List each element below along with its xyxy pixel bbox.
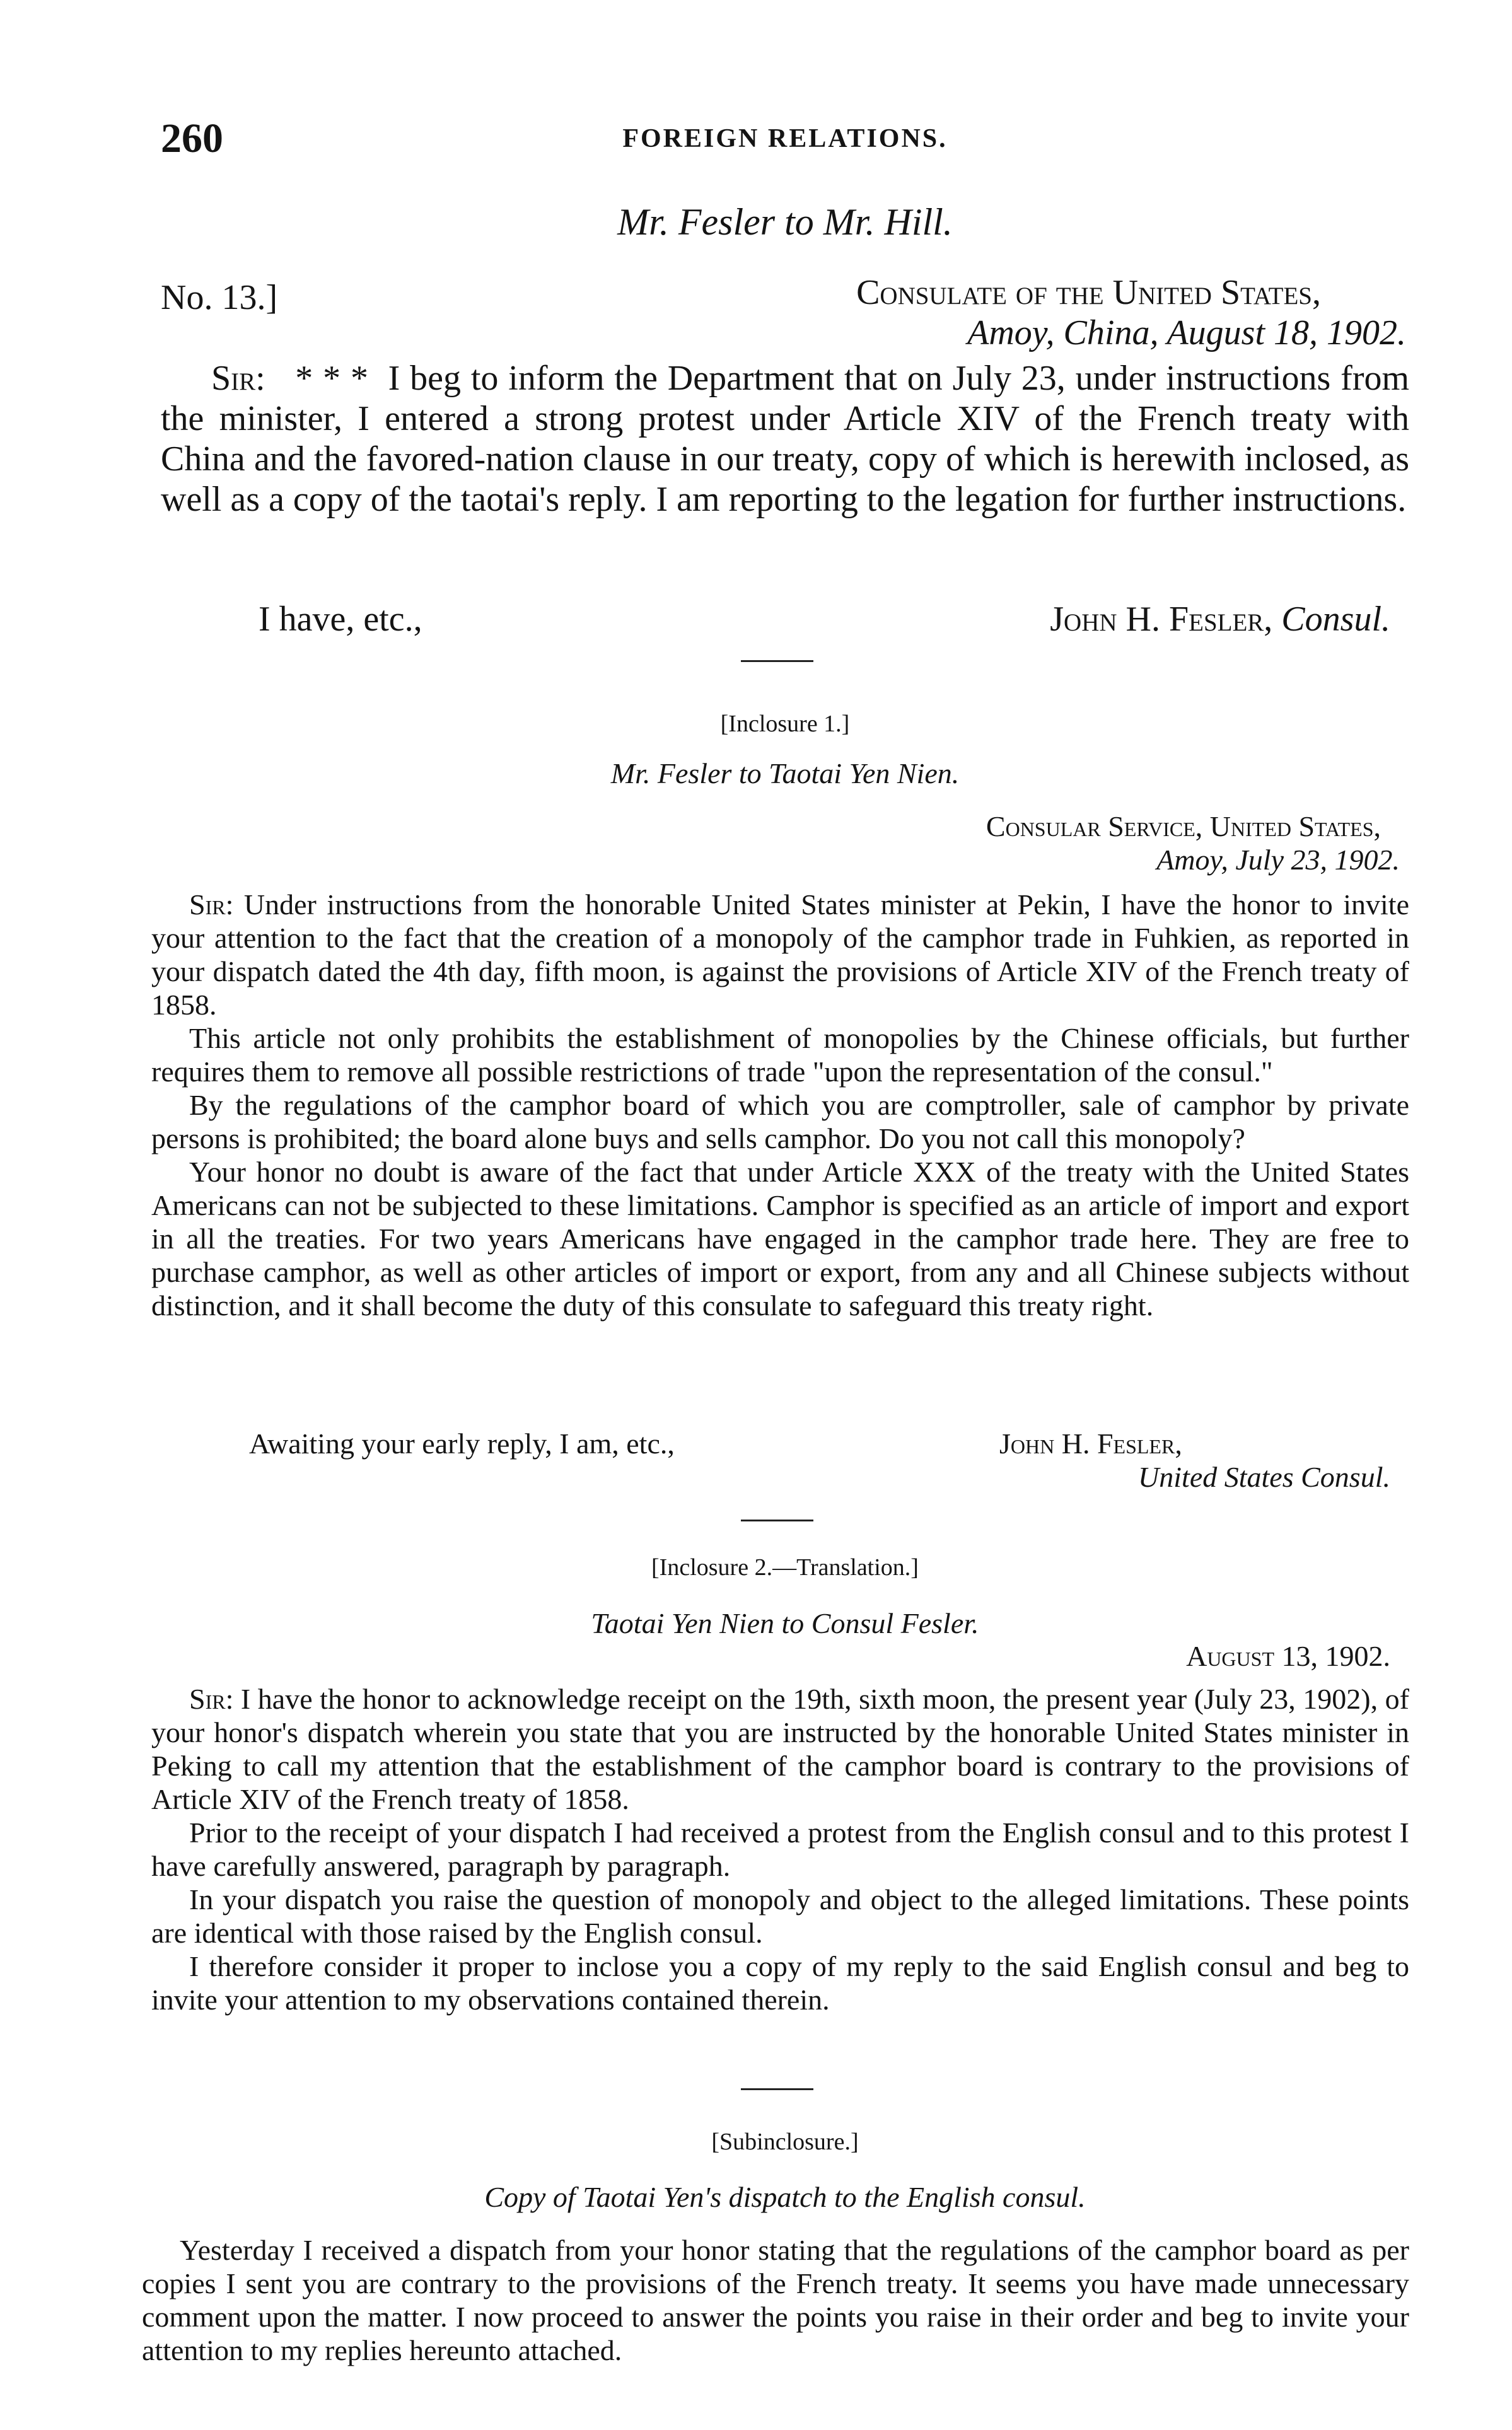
- salutation: Sir:: [211, 359, 265, 398]
- omission-stars: * * *: [295, 359, 368, 398]
- letter-signature: [757, 599, 1390, 639]
- inclosure1-paragraph-2: This article not only prohibits the establishment of monopolies by the Chinese officials, but further requires them to remove all possible restrictions of trade "upon the representation of the consul.": [151, 1022, 1409, 1088]
- salutation: Sir:: [189, 888, 234, 921]
- inclosure1-signature-name: John H. Fesler,: [999, 1427, 1182, 1460]
- inclosure2-title: Taotai Yen Nien to Consul Fesler.: [591, 1607, 979, 1639]
- page-number: 260: [161, 115, 223, 161]
- salutation: Sir:: [189, 1683, 234, 1715]
- inclosure2-label: [Inclosure 2.—Translation.]: [651, 1554, 919, 1581]
- inclosure1-paragraph-4: Your honor no doubt is aware of the fact that under Article XXX of the treaty with the United States Americans can not be subjected to these limitations. Camphor is specified as an article of import and export in all the treaties. For two years Americans have engaged in the camphor trade here. They are free to purchase camphor, as well as other articles of import or export, from any and all Chinese subjects without distinction, and it shall become the duty of this consulate to safeguard this treaty right.: [151, 1156, 1409, 1322]
- letter-number: No. 13.]: [161, 278, 278, 317]
- inclosure1-paragraph-3: By the regulations of the camphor board of which you are comptroller, sale of camphor by private persons is prohibited; the board alone buys and sells camphor. Do you not call this monopoly?: [151, 1089, 1409, 1154]
- letter-date: Amoy, China, August 18, 1902.: [967, 313, 1406, 352]
- letter-body-text: I beg to inform the Department that on July 23, under instructions from the minister, I entered a strong protest under Article XIV of the French treaty with China and the favored-nation clause in our treaty, copy of which is herewith inclosed, as well as a copy of the taotai's reply. I am reporting to the legation for further instructions.: [161, 359, 1410, 519]
- inclosure2-paragraph-3: In your dispatch you raise the question of monopoly and object to the alleged limitations. These points are identical with those raised by the English consul.: [151, 1883, 1409, 1949]
- signature-name: John H. Fesler,: [1050, 600, 1273, 639]
- letter-place: Consulate of the United States,: [856, 273, 1321, 312]
- section-divider: [741, 1520, 813, 1521]
- inclosure1-signature-title: United States Consul.: [1138, 1461, 1390, 1493]
- inclosure2-paragraph-4: I therefore consider it proper to inclose you a copy of my reply to the said English consul and beg to invite your attention to my observations contained therein.: [151, 1950, 1409, 2016]
- inclosure1-closing: Awaiting your early reply, I am, etc.,: [249, 1427, 675, 1460]
- paragraph-text: I have the honor to acknowledge receipt on the 19th, sixth moon, the present year (July 23, 1902), of your honor's dispatch wherein you state that you are instructed by the honorable United States minister in Peking to call my attention that the establishment of the camphor board is contrary to the provisions of Article XIV of the French treaty of 1858.: [151, 1683, 1409, 1815]
- inclosure2-body: [151, 1682, 1409, 2016]
- inclosure1-body: [151, 888, 1409, 1322]
- inclosure1-paragraph-1: [151, 888, 1409, 1021]
- letter-body: [161, 358, 1409, 520]
- running-head: FOREIGN RELATIONS.: [622, 124, 948, 153]
- inclosure1-place: Consular Service, United States,: [986, 810, 1381, 842]
- paragraph-text: Under instructions from the honorable United States minister at Pekin, I have the honor to invite your attention to the fact that the creation of a monopoly of the camphor trade in Fuhkien, as reported in your dispatch dated the 4th day, fifth moon, is against the provisions of Article XIV of the French treaty of 1858.: [151, 888, 1409, 1021]
- subinclosure-title: Copy of Taotai Yen's dispatch to the English consul.: [484, 2181, 1086, 2213]
- page-header: [161, 115, 1409, 165]
- inclosure1-title: Mr. Fesler to Taotai Yen Nien.: [610, 757, 960, 789]
- inclosure1-label: [Inclosure 1.]: [720, 711, 850, 737]
- inclosure1-date: Amoy, July 23, 1902.: [1156, 844, 1400, 876]
- section-divider: [741, 2088, 813, 2090]
- subinclosure-label: [Subinclosure.]: [711, 2129, 859, 2155]
- inclosure2-paragraph-1: [151, 1682, 1409, 1816]
- inclosure2-paragraph-2: Prior to the receipt of your dispatch I had received a protest from the English consul and to this protest I have carefully answered, paragraph by paragraph.: [151, 1817, 1409, 1882]
- signature-title: Consul.: [1281, 600, 1390, 639]
- letter-closing: I have, etc.,: [259, 600, 422, 639]
- subinclosure-paragraph-1: Yesterday I received a dispatch from your honor stating that the regulations of the camphor board as per copies I sent you are contrary to the provisions of the French treaty. It seems you have made unnecessary comment upon the matter. I now proceed to answer the points you raise in their order and beg to invite your attention to my replies hereunto attached.: [142, 2234, 1409, 2366]
- letter-title: Mr. Fesler to Mr. Hill.: [617, 201, 953, 243]
- section-divider: [741, 660, 813, 662]
- inclosure2-date: August 13, 1902.: [1186, 1640, 1390, 1672]
